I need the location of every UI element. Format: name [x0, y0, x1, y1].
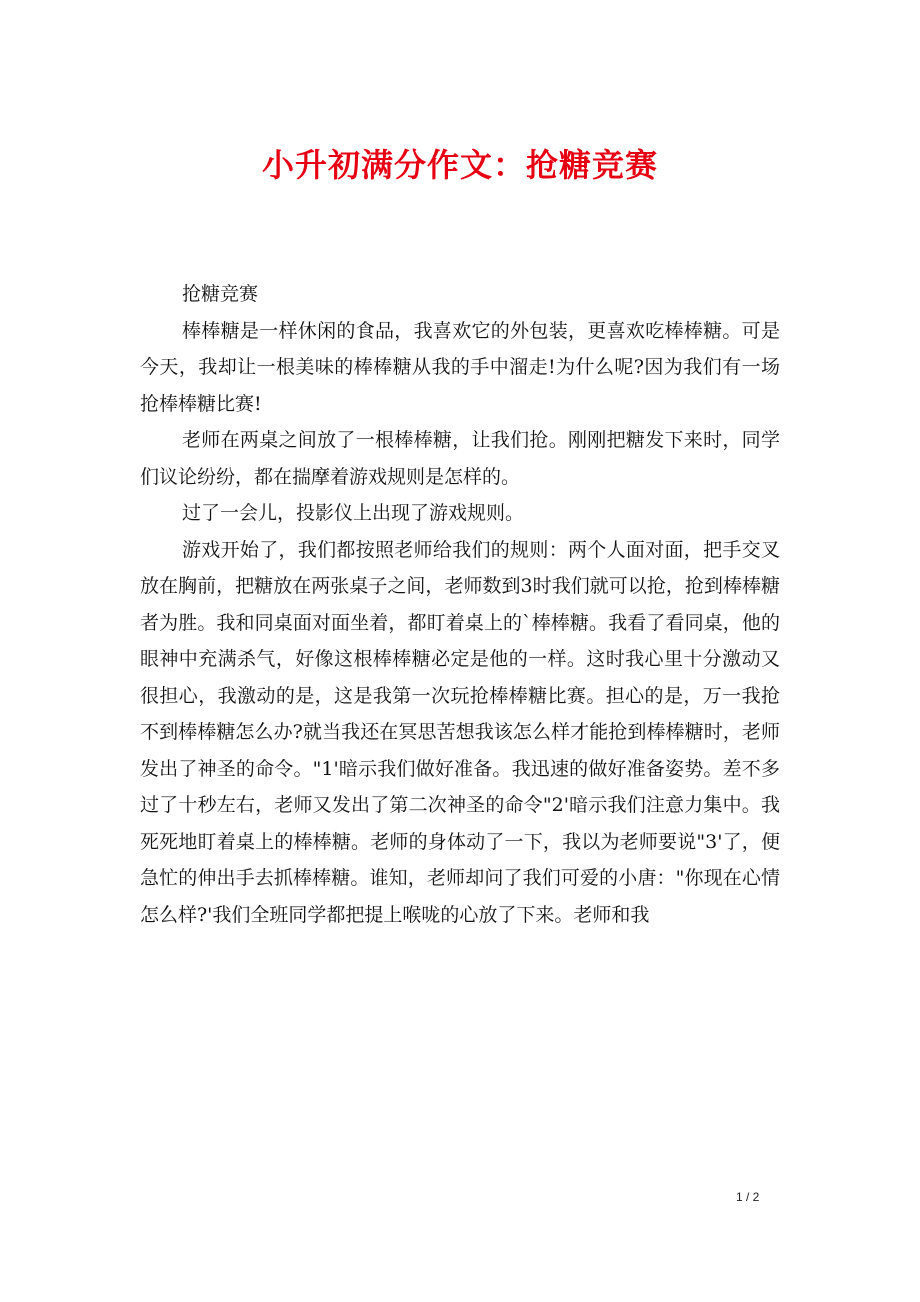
- paragraph: 老师在两桌之间放了一根棒棒糖，让我们抢。刚刚把糖发下来时，同学们议论纷纷，都在揣摩着游戏规则是怎样的。: [140, 429, 780, 488]
- paragraph-heading: 抢糖竞赛: [182, 283, 259, 305]
- page-number: 1 / 2: [736, 1190, 760, 1204]
- paragraph: 过了一会儿，投影仪上出现了游戏规则。: [182, 502, 525, 524]
- paragraph: 棒棒糖是一样休闲的食品，我喜欢它的外包装，更喜欢吃棒棒糖。可是今天，我却让一根美味的棒棒糖从我的手中溜走!为什么呢?因为我们有一场抢棒棒糖比赛!: [140, 319, 780, 415]
- paragraph: 游戏开始了，我们都按照老师给我们的规则：两个人面对面，把手交叉放在胸前，把糖放在两张桌子之间，老师数到3时我们就可以抢，抢到棒棒糖者为胜。我和同桌面对面坐着，都盯着桌上的`棒棒糖。我看了看同桌，他的眼神中充满杀气，好像这根棒棒糖必定是他的一样。这时我心里十分激动又很担心，我激动的是，这是我第一次玩抢棒棒糖比赛。担心的是，万一我抢不到棒棒糖怎么办?就当我还在冥思苦想我该怎么样才能抢到棒棒糖时，老师发出了神圣的命令。"1'暗示我们做好准备。我迅速的做好准备姿势。差不多过了十秒左右，老师又发出了第二次神圣的命令"2'暗示我们注意力集中。我死死地盯着桌上的棒棒糖。老师的身体动了一下，我以为老师要说"3'了，便急忙的伸出手去抓棒棒糖。谁知，老师却问了我们可爱的小唐："你现在心情怎么样?'我们全班同学都把提上喉咙的心放了下来。老师和我: [140, 538, 780, 926]
- document-title: 小升初满分作文：抢糖竞赛: [261, 146, 658, 184]
- document-body: [140, 276, 780, 933]
